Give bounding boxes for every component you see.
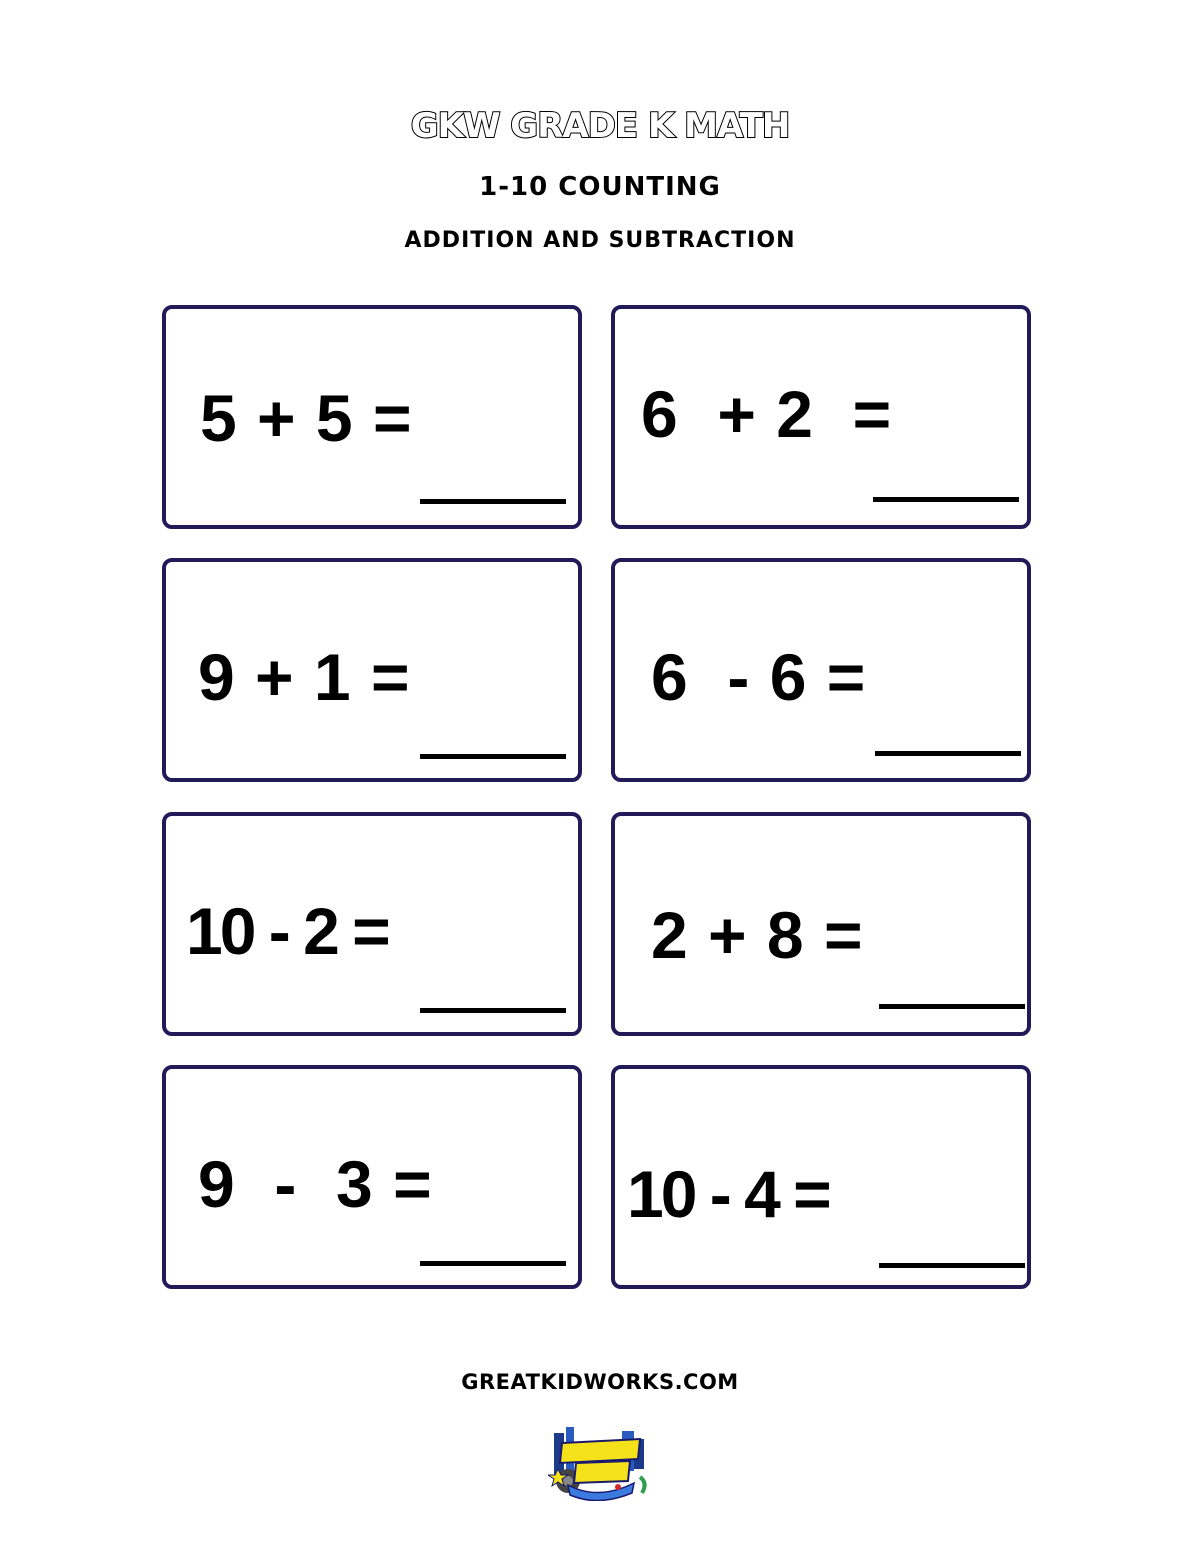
worksheet-topic: ADDITION AND SUBTRACTION (404, 228, 796, 253)
answer-line[interactable] (875, 751, 1021, 756)
worksheet-title: GKW GRADE K MATH (410, 106, 790, 146)
problem-equation: 6 - 6 = (651, 640, 867, 714)
answer-line[interactable] (873, 497, 1019, 502)
problem-card (611, 558, 1031, 782)
problem-equation: 2 + 8 = (651, 898, 864, 972)
problem-card (611, 812, 1031, 1036)
answer-line[interactable] (879, 1263, 1025, 1268)
worksheet-subtitle: 1-10 COUNTING (479, 172, 721, 202)
answer-line[interactable] (420, 1261, 566, 1266)
problem-equation: 6 + 2 = (641, 377, 893, 451)
problem-card (611, 305, 1031, 529)
problem-card (162, 305, 582, 529)
problem-equation: 10 - 2 = (186, 894, 388, 968)
problem-equation: 9 - 3 = (198, 1147, 433, 1221)
problem-card (162, 558, 582, 782)
problem-equation: 10 - 4 = (627, 1157, 829, 1231)
answer-line[interactable] (420, 754, 566, 759)
answer-line[interactable] (879, 1004, 1025, 1009)
answer-line[interactable] (420, 499, 566, 504)
problem-equation: 9 + 1 = (198, 640, 411, 714)
website-link[interactable]: GREATKIDWORKS.COM (461, 1370, 739, 1394)
problem-card (162, 812, 582, 1036)
problem-card (611, 1065, 1031, 1289)
answer-line[interactable] (420, 1008, 566, 1013)
great-kid-works-logo-icon (548, 1425, 652, 1501)
problem-card (162, 1065, 582, 1289)
problem-equation: 5 + 5 = (200, 381, 413, 455)
